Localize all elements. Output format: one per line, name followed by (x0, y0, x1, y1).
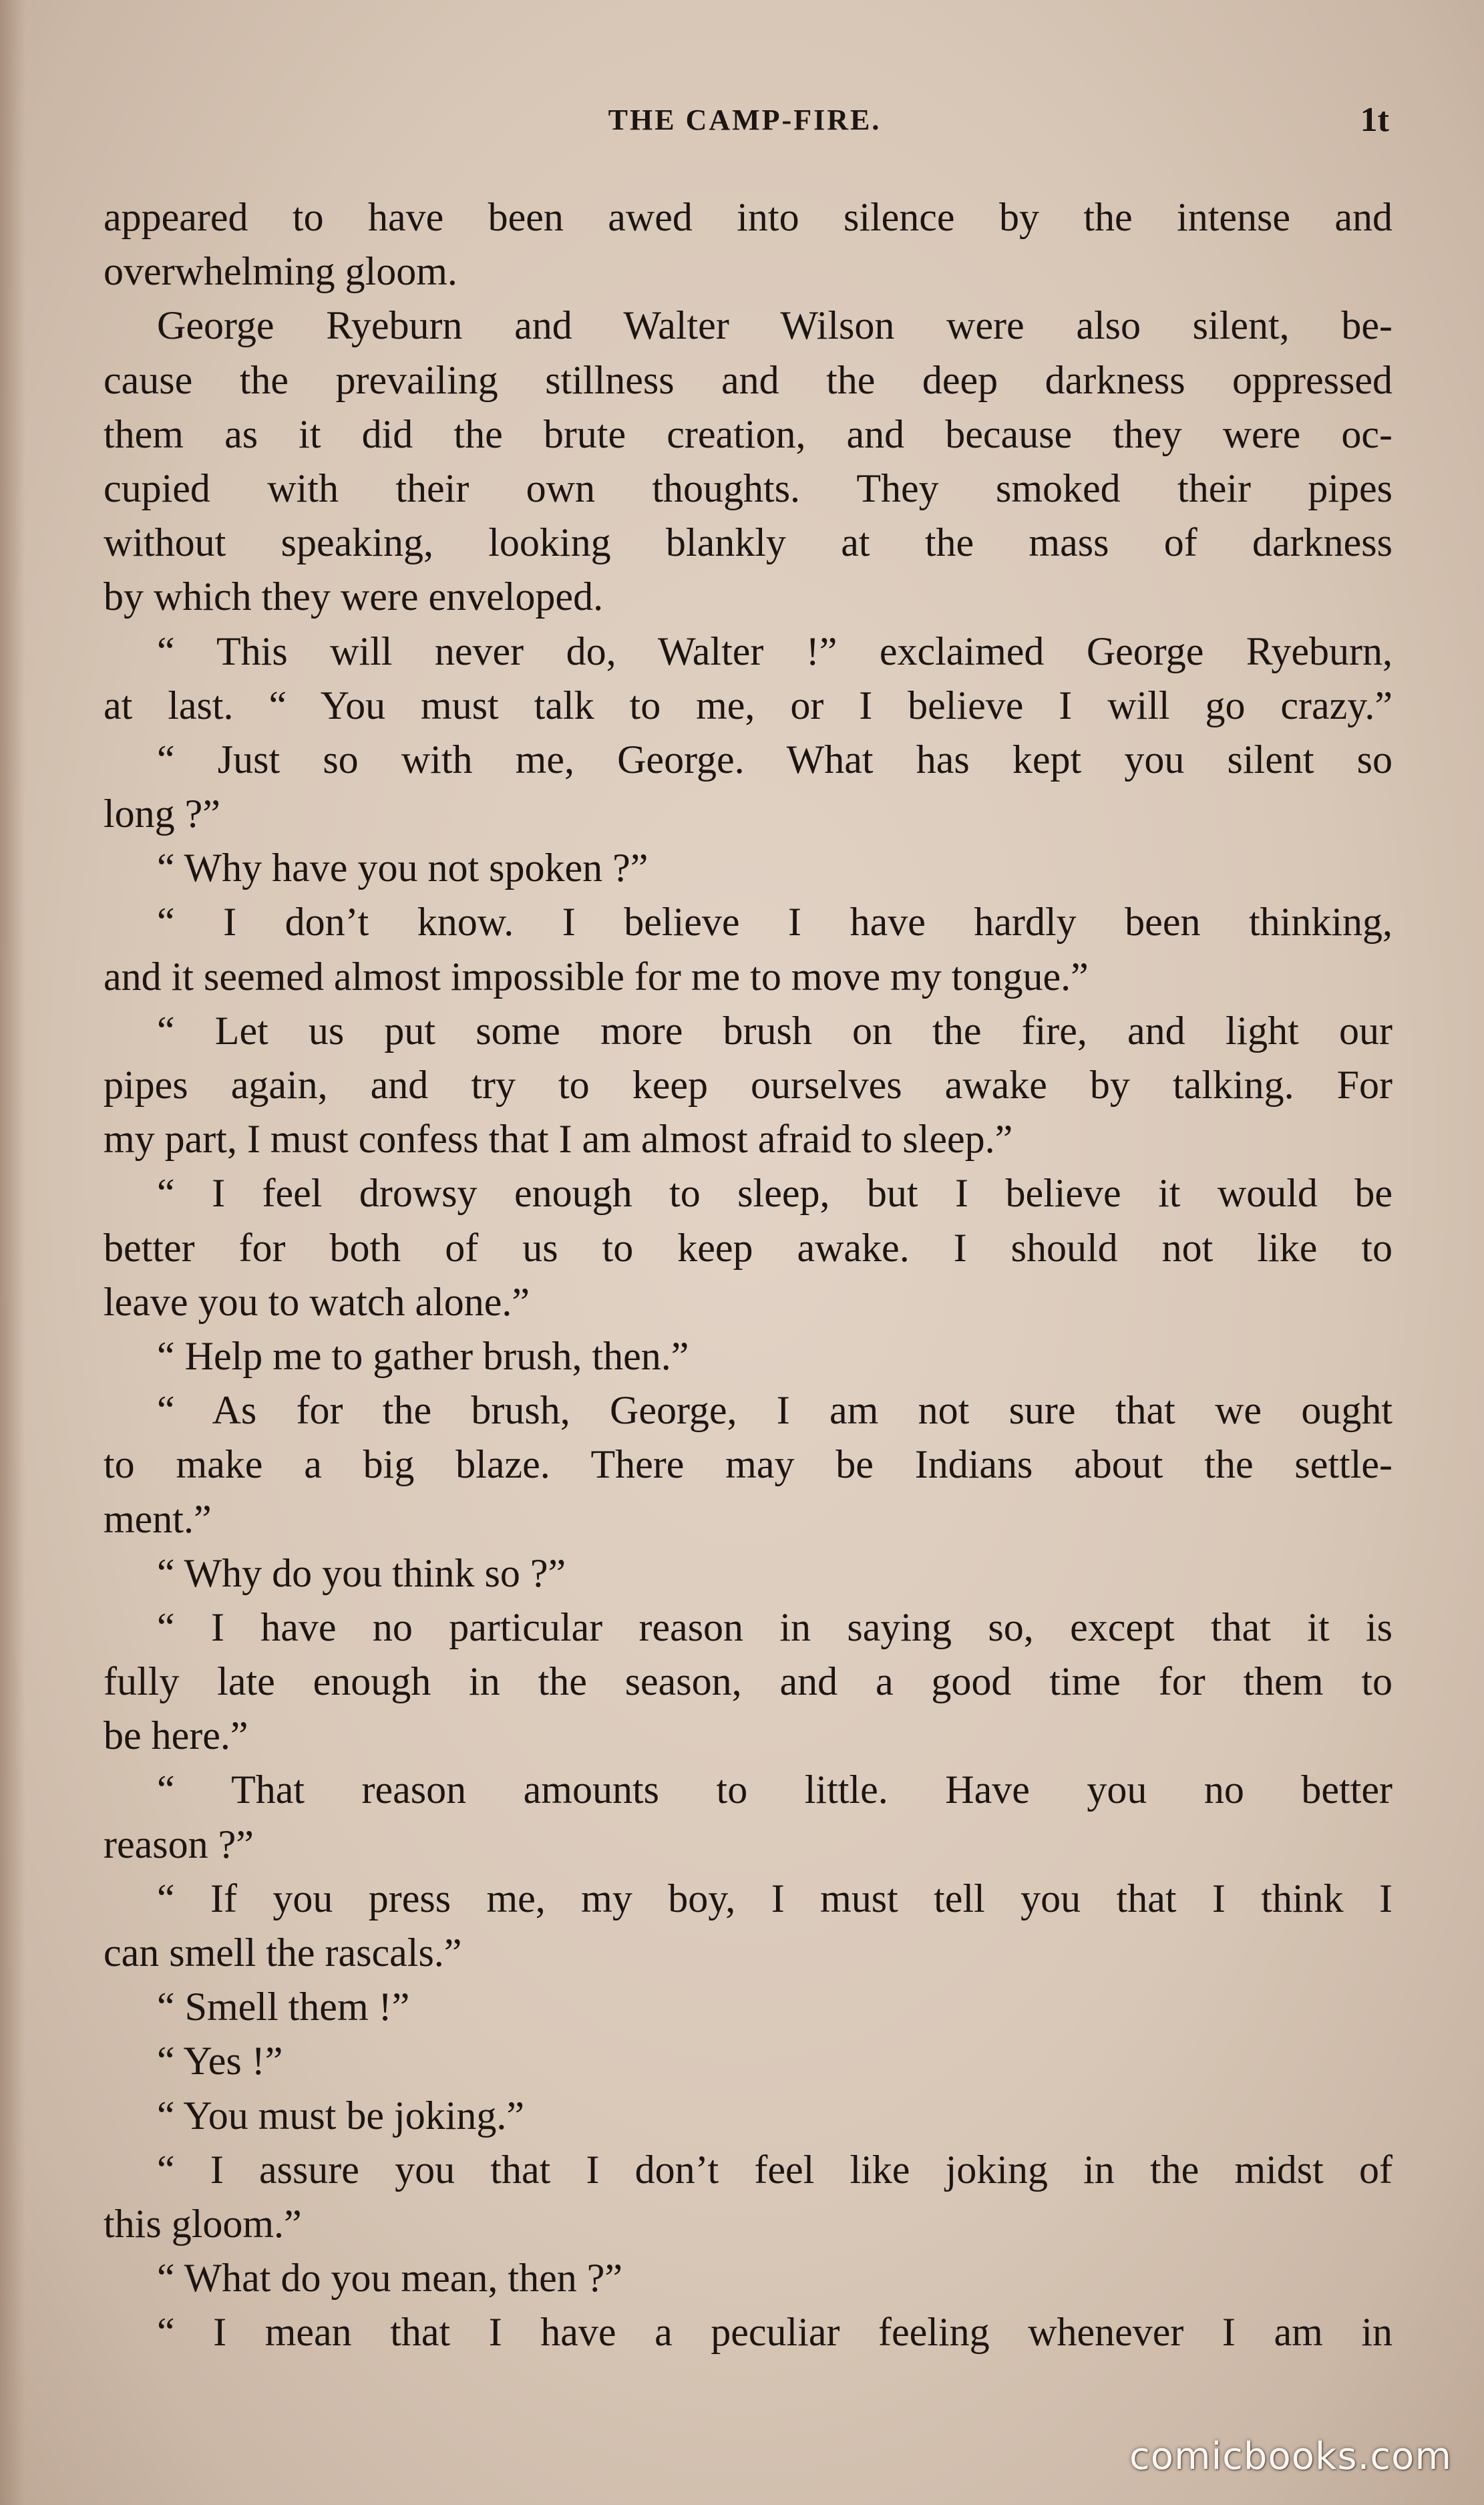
text-line: “ This will never do, Walter !” exclaimed George Ryeburn, (157, 629, 1393, 673)
text-line: ment.” (104, 1496, 212, 1541)
text-line: them as it did the brute creation, and because they were oc- (104, 411, 1393, 456)
text-line: “ I don’t know. I believe I have hardly been thinking, (157, 900, 1393, 945)
text-line: “ I mean that I have a peculiar feeling whenever I am in (157, 2310, 1393, 2355)
text-line: cause the prevailing stillness and the deep darkness oppressed (104, 357, 1393, 402)
text-line: fully late enough in the season, and a good time for them to (104, 1659, 1393, 1704)
text-line: “ Why have you not spoken ?” (157, 846, 648, 890)
text-line: appeared to have been awed into silence by the intense and (104, 195, 1393, 239)
text-line: reason ?” (104, 1822, 254, 1866)
text-line: “ I have no particular reason in saying so, except that it is (157, 1605, 1393, 1649)
text-line: better for both of us to keep awake. I should not like to (104, 1225, 1393, 1270)
text-line: “ I feel drowsy enough to sleep, but I believe it would be (157, 1171, 1393, 1216)
text-line: long ?” (104, 792, 220, 836)
text-line: by which they were enveloped. (104, 574, 604, 619)
text-line: pipes again, and try to keep ourselves awake by talking. For (104, 1063, 1393, 1107)
text-line: cupied with their own thoughts. They smoked their pipes (104, 466, 1393, 510)
text-line: “ As for the brush, George, I am not sure that we ought (157, 1388, 1393, 1433)
text-line: overwhelming gloom. (104, 249, 457, 294)
text-line: “ Let us put some more brush on the fire, and light our (157, 1008, 1393, 1053)
text-line: “ What do you mean, then ?” (157, 2256, 622, 2301)
text-line: “ That reason amounts to little. Have you no better (157, 1768, 1393, 1812)
body-text (104, 190, 1393, 2360)
text-line: without speaking, looking blankly at the mass of darkness (104, 520, 1393, 565)
text-line: “ Yes !” (157, 2039, 283, 2083)
running-title: THE CAMP-FIRE. (608, 104, 882, 136)
text-line: this gloom.” (104, 2201, 302, 2246)
text-line: leave you to watch alone.” (104, 1279, 530, 1324)
page-number: 1t (1360, 101, 1389, 139)
text-line: “ Smell them !” (157, 1985, 410, 2029)
text-line: be here.” (104, 1713, 248, 1758)
text-line: “ If you press me, my boy, I must tell you that I think I (157, 1876, 1393, 1920)
text-line: “ Just so with me, George. What has kept you silent so (157, 737, 1393, 782)
text-line: “ Help me to gather brush, then.” (157, 1333, 689, 1378)
text-line: to make a big blaze. There may be Indians about the settle- (104, 1442, 1393, 1487)
watermark: comicbooks.com (1129, 2435, 1452, 2478)
text-line: George Ryeburn and Walter Wilson were also silent, be- (157, 303, 1393, 348)
text-line: “ You must be joking.” (157, 2093, 525, 2138)
text-line: my part, I must confess that I am almost afraid to sleep.” (104, 1117, 1013, 1162)
text-line: “ Why do you think so ?” (157, 1550, 566, 1595)
page-edge-shadow (0, 0, 25, 2505)
text-line: can smell the rascals.” (104, 1931, 462, 1975)
text-line: “ I assure you that I don’t feel like joking in the midst of (157, 2147, 1393, 2192)
running-head (100, 94, 1389, 147)
text-line: at last. “ You must talk to me, or I believe I will go crazy.” (104, 683, 1393, 727)
text-line: and it seemed almost impossible for me to move my tongue.” (104, 954, 1089, 999)
